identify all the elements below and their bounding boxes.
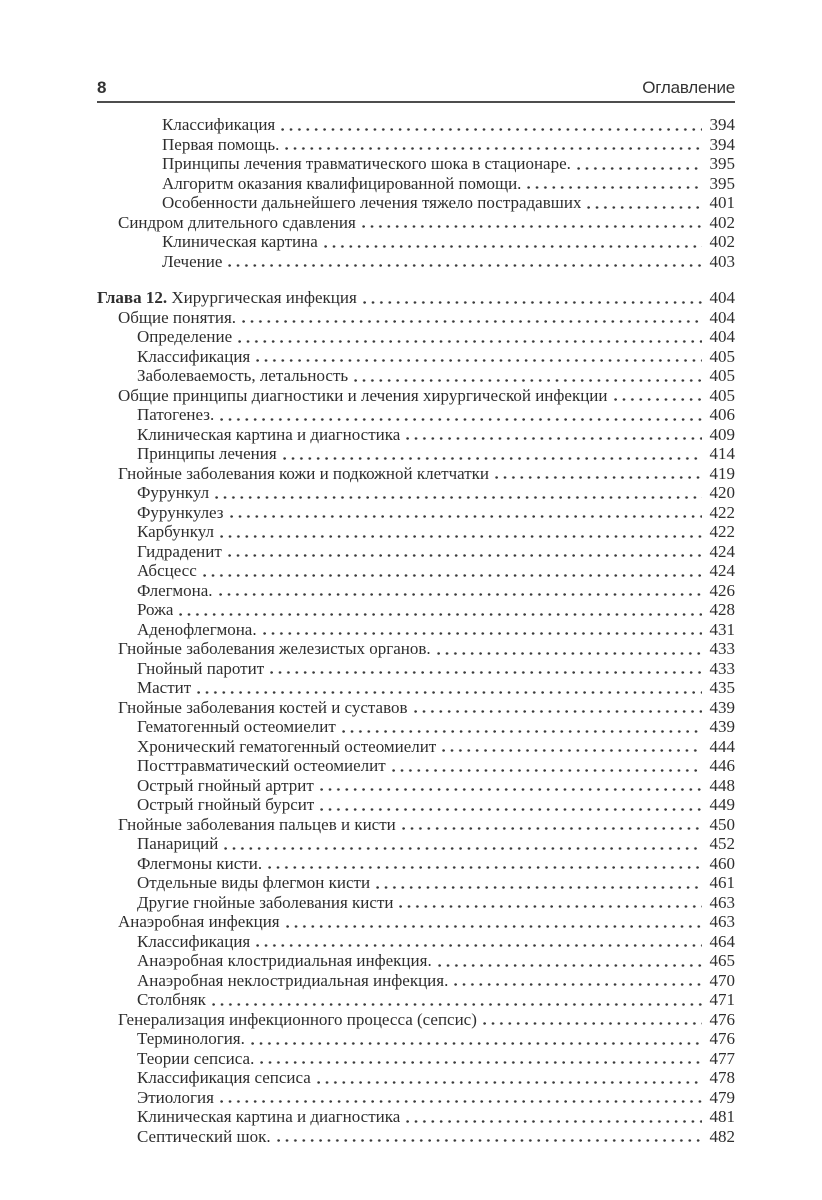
toc-entry-label: Синдром длительного сдавления: [118, 212, 356, 232]
toc-entry-label: Анаэробная инфекция: [118, 912, 280, 931]
chapter-prefix: Глава 12.: [97, 288, 168, 307]
toc-entry-label: Клиническая картина и диагностика: [137, 1107, 401, 1126]
toc-entry-label: Теории сепсиса.: [137, 1048, 255, 1068]
toc-page-number: 395: [709, 154, 735, 173]
toc-entry: [97, 444, 735, 464]
toc-page-number: 405: [709, 366, 735, 385]
dot-leader: [197, 691, 702, 694]
dot-leader: [286, 925, 702, 928]
toc-entry: [97, 971, 735, 991]
toc-page-number: 395: [709, 173, 735, 193]
toc-entry-label: Патогенез.: [137, 405, 215, 424]
toc-entry: [97, 932, 735, 952]
toc-page-number: 481: [709, 1107, 735, 1126]
toc-entry: [97, 581, 735, 601]
toc-entry-label: Аденофлегмона.: [137, 619, 257, 639]
toc-entry: [97, 366, 735, 386]
toc-page-number: 433: [709, 639, 735, 658]
toc-entry-label: Флегмоны кисти.: [137, 853, 263, 873]
toc-entry-label: Клиническая картина и диагностика: [137, 424, 401, 444]
toc-entry: [97, 795, 735, 815]
toc-entry: [97, 213, 735, 233]
toc-entry: [97, 854, 735, 874]
toc-page-number: 463: [709, 892, 735, 912]
toc-page-number: 452: [709, 834, 735, 853]
toc-entry-label: Гнойные заболевания железистых органов.: [118, 639, 431, 658]
toc-page-number: 422: [709, 502, 735, 522]
toc-entry: [97, 717, 735, 737]
dot-leader: [251, 1042, 702, 1045]
toc-entry-label: Гнойные заболевания пальцев и кисти: [118, 814, 396, 834]
dot-leader: [281, 128, 702, 131]
toc-entry-label: Классификация: [162, 115, 276, 134]
toc-page-number: 435: [709, 678, 735, 697]
toc-page-number: 448: [709, 775, 735, 795]
header-title: Оглавление: [642, 78, 735, 97]
toc-entry: [97, 620, 735, 640]
toc-page-number: 403: [709, 251, 735, 271]
toc-page-number: 444: [709, 736, 735, 756]
toc-page-number: 394: [709, 134, 735, 154]
dot-leader: [256, 359, 702, 362]
toc-page-number: 439: [709, 717, 735, 736]
dot-leader: [242, 320, 702, 323]
toc-entry: [97, 1068, 735, 1088]
toc-entry-label: Клиническая картина: [162, 232, 318, 251]
dot-leader: [442, 749, 702, 752]
dot-leader: [268, 866, 702, 869]
toc-entry: [97, 776, 735, 796]
toc-entry-label: Фурункулез: [137, 502, 224, 522]
dot-leader: [362, 225, 702, 228]
toc-entry-label: Панариций: [137, 834, 219, 853]
toc-entry-label: Классификация сепсиса: [137, 1068, 311, 1087]
dot-leader: [238, 340, 702, 343]
toc-entry-label: Принципы лечения: [137, 444, 277, 463]
toc-entry: [97, 386, 735, 406]
toc-entry-label: Гнойные заболевания кожи и подкожной клетчатки: [118, 463, 490, 483]
toc-page-number: 479: [709, 1087, 735, 1107]
dot-leader: [320, 808, 702, 811]
dot-leader: [320, 788, 702, 791]
toc-entry-label: Гнойный паротит: [137, 658, 265, 678]
page-header: [97, 78, 735, 103]
toc-page-number: 476: [709, 1009, 735, 1029]
toc-page-number: 404: [709, 307, 735, 327]
toc-entry: [97, 522, 735, 542]
toc-entry: [97, 737, 735, 757]
toc-entry-label: Острый гнойный бурсит: [137, 795, 315, 814]
toc-entry: [97, 425, 735, 445]
toc-entry: [97, 815, 735, 835]
toc-page-number: 394: [709, 115, 735, 134]
dot-leader: [406, 437, 702, 440]
dot-leader: [399, 905, 702, 908]
toc-entry-label: Общие принципы диагностики и лечения хирургической инфекции: [118, 385, 608, 405]
dot-leader: [212, 1003, 702, 1006]
toc-entry: [97, 232, 735, 252]
toc-page-number: 463: [709, 912, 735, 931]
toc-page-number: 471: [709, 990, 735, 1009]
toc-page-number: 428: [709, 600, 735, 619]
toc-entry-label: Анаэробная неклостридиальная инфекция.: [137, 970, 449, 990]
dot-leader: [277, 1139, 702, 1142]
dot-leader: [438, 964, 702, 967]
dot-leader: [224, 847, 702, 850]
dot-leader: [483, 1022, 702, 1025]
toc-entry: [97, 542, 735, 562]
toc-page-number: 477: [709, 1048, 735, 1068]
toc-entry-label: Анаэробная клостридиальная инфекция.: [137, 951, 432, 970]
toc-entry-label: Хронический гематогенный остеомиелит: [137, 736, 437, 756]
toc-entry-label: Этиология: [137, 1087, 214, 1107]
toc-entry: [97, 193, 735, 213]
toc-entry-label: Посттравматический остеомиелит: [137, 756, 386, 775]
toc-page-number: 424: [709, 561, 735, 580]
dot-leader: [260, 1061, 702, 1064]
toc-entry-label: Отдельные виды флегмон кисти: [137, 873, 371, 892]
dot-leader: [230, 515, 702, 518]
toc-entry: [97, 600, 735, 620]
toc-page-number: 402: [709, 232, 735, 251]
toc-entry: [97, 951, 735, 971]
dot-leader: [220, 535, 702, 538]
toc-page-number: 431: [709, 619, 735, 639]
dot-leader: [179, 613, 702, 616]
toc-entry-label: Классификация: [137, 346, 251, 366]
toc-page-number: 401: [709, 193, 735, 212]
dot-leader: [317, 1081, 702, 1084]
dot-leader: [437, 652, 702, 655]
toc-entry: [97, 659, 735, 679]
toc-entry: [97, 912, 735, 932]
toc-entry: [97, 347, 735, 367]
toc-page-number: 422: [709, 522, 735, 541]
toc-entry-label: Определение: [137, 327, 233, 346]
toc-entry-label: Карбункул: [137, 522, 215, 541]
dot-leader: [220, 418, 702, 421]
toc-entry: [97, 639, 735, 659]
toc-entry: [97, 115, 735, 135]
dot-leader: [228, 264, 702, 267]
toc-page-number: 464: [709, 931, 735, 951]
toc-page-number: 426: [709, 580, 735, 600]
toc-page-number: 405: [709, 385, 735, 405]
toc-entry-label: Столбняк: [137, 990, 206, 1009]
toc-page-number: 420: [709, 483, 735, 502]
toc-page-number: 449: [709, 795, 735, 814]
toc-page-number: 404: [709, 288, 735, 307]
toc-entry: [97, 873, 735, 893]
toc-entry: [97, 252, 735, 272]
dot-leader: [587, 206, 702, 209]
toc-entry: [97, 1029, 735, 1049]
dot-leader: [454, 983, 702, 986]
toc-entry-label: Лечение: [162, 251, 223, 271]
dot-leader: [270, 671, 702, 674]
dot-leader: [342, 730, 702, 733]
toc-page-number: 439: [709, 697, 735, 717]
toc-entry: [97, 288, 735, 308]
toc-entry-label: Другие гнойные заболевания кисти: [137, 892, 394, 912]
toc-page-number: 461: [709, 873, 735, 892]
toc-entry: [97, 1127, 735, 1147]
toc-page-number: 446: [709, 756, 735, 775]
toc-entry-label: Общие понятия.: [118, 307, 237, 327]
toc-page-number: 433: [709, 658, 735, 678]
dot-leader: [219, 593, 702, 596]
toc-entry: [97, 756, 735, 776]
toc-entry-label: Острый гнойный артрит: [137, 775, 314, 795]
toc-entry: [97, 990, 735, 1010]
toc-page-number: 405: [709, 346, 735, 366]
toc-entry: [97, 698, 735, 718]
toc-page-number: 478: [709, 1068, 735, 1087]
page-number: 8: [97, 78, 107, 97]
toc-entry-label: Заболеваемость, летальность: [137, 366, 349, 385]
toc-page-number: 450: [709, 814, 735, 834]
toc-entry-label: Абсцесс: [137, 561, 197, 580]
toc-entry-label: Первая помощь.: [162, 134, 280, 154]
dot-leader: [527, 186, 702, 189]
toc-entry: [97, 1049, 735, 1069]
dot-leader: [414, 710, 702, 713]
toc-entry: [97, 1088, 735, 1108]
toc-entry: [97, 483, 735, 503]
toc-entry-label: Терминология.: [137, 1029, 245, 1048]
dot-leader: [577, 167, 702, 170]
dot-leader: [324, 245, 702, 248]
dot-leader: [203, 574, 702, 577]
toc-entry-label: Мастит: [137, 678, 192, 697]
toc-entry: [97, 405, 735, 425]
toc-entry-label: Классификация: [137, 931, 251, 951]
dot-leader: [263, 632, 702, 635]
toc-entry: [97, 834, 735, 854]
toc-entry: [97, 327, 735, 347]
toc-entry-label: Алгоритм оказания квалифицированной помощи.: [162, 173, 522, 193]
toc-entry: [97, 174, 735, 194]
dot-leader: [392, 769, 702, 772]
dot-leader: [220, 1100, 702, 1103]
toc-page-number: 419: [709, 463, 735, 483]
toc-page-number: 482: [709, 1126, 735, 1146]
toc-page-number: 470: [709, 970, 735, 990]
dot-leader: [256, 944, 702, 947]
toc-page-number: 402: [709, 212, 735, 232]
dot-leader: [363, 301, 702, 304]
toc-entry: [97, 135, 735, 155]
toc-page-number: 476: [709, 1029, 735, 1048]
toc-page-number: 424: [709, 541, 735, 561]
toc-list: [97, 115, 735, 1146]
toc-entry-label: Септический шок.: [137, 1126, 271, 1146]
toc-entry-label: Особенности дальнейшего лечения тяжело пострадавших: [162, 193, 582, 212]
toc-entry: [97, 503, 735, 523]
dot-leader: [228, 554, 702, 557]
toc-page-number: 465: [709, 951, 735, 970]
toc-entry-label: Принципы лечения травматического шока в стационаре.: [162, 154, 571, 173]
toc-page-number: 409: [709, 424, 735, 444]
toc-entry: [97, 1010, 735, 1030]
toc-entry-label: Рожа: [137, 600, 174, 619]
toc-entry-label: Флегмона.: [137, 580, 213, 600]
toc-entry-label: Фурункул: [137, 483, 210, 502]
dot-leader: [614, 398, 702, 401]
dot-leader: [406, 1120, 702, 1123]
toc-page-number: 406: [709, 405, 735, 424]
toc-entry: [97, 154, 735, 174]
dot-leader: [285, 147, 702, 150]
toc-entry: [97, 1107, 735, 1127]
toc-entry-label: Глава 12. Хирургическая инфекция: [97, 288, 357, 307]
toc-entry-label: Гнойные заболевания костей и суставов: [118, 697, 408, 717]
dot-leader: [495, 476, 702, 479]
toc-entry: [97, 308, 735, 328]
toc-entry-label: Генерализация инфекционного процесса (сепсис): [118, 1009, 477, 1029]
toc-page-number: 404: [709, 327, 735, 346]
toc-entry-label: Гематогенный остеомиелит: [137, 717, 336, 736]
toc-entry-label: Гидраденит: [137, 541, 222, 561]
dot-leader: [354, 379, 702, 382]
toc-page-number: 414: [709, 444, 735, 463]
toc-entry: [97, 464, 735, 484]
toc-entry: [97, 893, 735, 913]
dot-leader: [402, 827, 702, 830]
dot-leader: [283, 457, 702, 460]
toc-entry: [97, 561, 735, 581]
dot-leader: [215, 496, 702, 499]
toc-page-number: 460: [709, 853, 735, 873]
toc-entry: [97, 678, 735, 698]
dot-leader: [376, 886, 702, 889]
